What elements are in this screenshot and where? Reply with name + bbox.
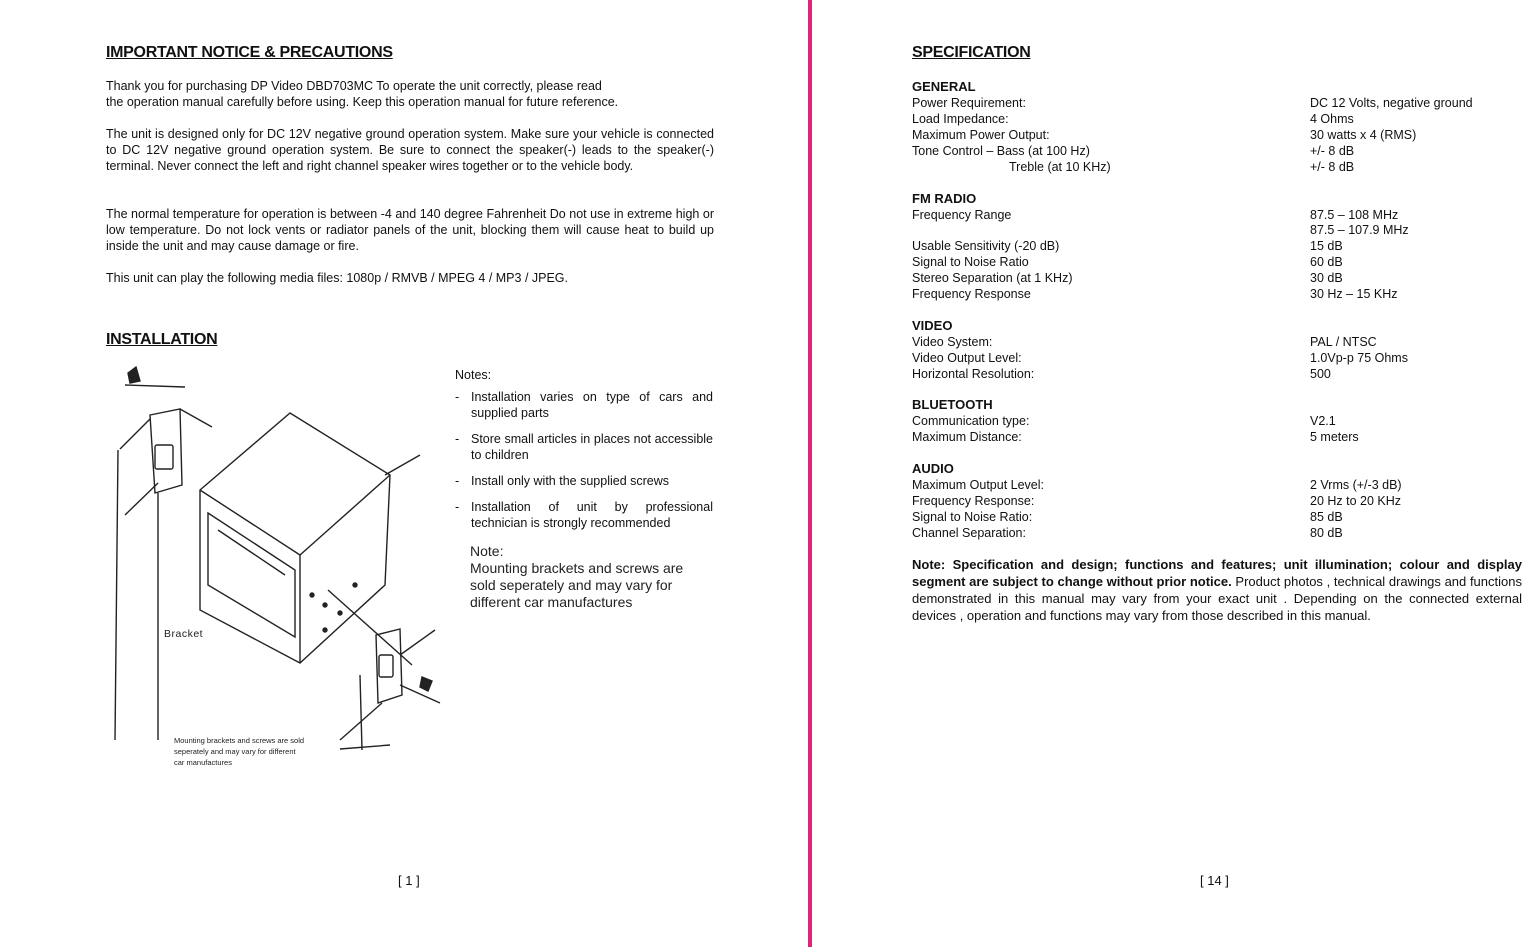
screw-hole-2 — [323, 603, 327, 607]
disc-slot-line — [218, 530, 285, 575]
ground-system-paragraph: The unit is designed only for DC 12V negative ground operation system. Make sure your vehicle is connected to DC 12V negative ground operation system. Be sure to connect the speaker(-) leads to the speaker(-) terminal. Never connect the left and right channel speaker wires together or to the vehicle body. — [106, 127, 714, 173]
mounting-note — [470, 543, 710, 611]
screw-hole-4 — [353, 583, 357, 587]
top-screw-line — [125, 385, 185, 387]
head-unit-edge-2 — [300, 475, 390, 555]
left-bracket-slot — [155, 445, 173, 469]
bracket-label: Bracket — [164, 628, 204, 640]
intro-paragraph-line2: the operation manual carefully before using. Keep this operation manual for future reference. — [106, 95, 619, 109]
screw-hole-3 — [338, 611, 342, 615]
notice-heading: IMPORTANT NOTICE & PRECAUTIONS — [106, 44, 393, 61]
right-bracket-shape — [376, 629, 402, 703]
temperature-paragraph: The normal temperature for operation is between -4 and 140 degree Fahrenheit Do not use in extreme high or low temperature. Do not lock vents or radiator panels of the unit, blocking them will cause heat to build up inside the unit and may cause damage or fire. — [106, 207, 714, 253]
general-section-title: GENERAL — [912, 79, 976, 94]
page-number-left: [ 1 ] — [398, 873, 420, 888]
note-item: - Install only with the supplied screws — [455, 474, 670, 488]
note-item: - Installation of unit by professional technician is strongly recommended — [455, 500, 713, 530]
diagram-caption-line1: Mounting brackets and screws are sold — [174, 736, 305, 745]
right-leader-line — [360, 675, 362, 750]
bracket-arm-line — [180, 409, 212, 427]
head-unit-edge-1 — [200, 490, 300, 555]
page-number-right: [ 14 ] — [1200, 873, 1229, 888]
installation-diagram — [100, 365, 450, 775]
fm-section-title: FM RADIO — [912, 191, 977, 206]
intro-paragraph-line1: Thank you for purchasing DP Video DBD703MC To operate the unit correctly, please read — [106, 79, 602, 93]
left-screw-line-1 — [120, 419, 150, 449]
spec-note-rest: Product photos , technical drawings and functions demonstrated in this manual may vary from your exact unit . Depending on the connected external devices , operation and functions may vary from those described in this manual. — [912, 574, 1522, 623]
left-leader-line — [115, 450, 118, 740]
right-page: SPECIFICATION GENERAL Power Requirement: DC 12 Volts, negative ground Load Impedance: 4 Ohms Maximum Power Output: 30 watts x 4 (RMS) Tone Control – Bass (at 100 Hz) +/- 8 dB Treble (at 10 KHz) +/- 8 dB FM RADIO Frequency Range 87.5 – 108 MHz 87.5 – 107.9 MHz Usable Sensitivity (-20 dB) 15 dB Signal to Noise Ratio 60 dB Stereo Separation (at 1 KHz) 30 dB Frequency Response 30 Hz – 15 KHz VIDEO Video System: PAL / NTSC Video Output Level: 1.0Vp-p 75 Ohms Horizontal Resolution: 500 BLUETOOTH Communication type: V2.1 Maximum Distance: 5 meters AUDIO Maximum Output Level: 2 Vrms (+/-3 dB) Frequency Response: 20 Hz to 20 KHz Signal to Noise Ratio: 85 dB Channel Separation: 80 dB Note: Specification and design; functions and features; unit illumination; colour and display segment are subject to change without prior notice. Product photos , technical drawings and functions demonstrated in this manual may vary from your exact unit . Depending on the connected external devices , operation and functions may vary from those described in this manual. [ 14 ] — [912, 44, 1522, 888]
mounting-note-text: Mounting brackets and screws are sold seperately and may vary for different car manufactures — [470, 560, 684, 610]
spec-heading: SPECIFICATION — [912, 44, 1031, 61]
top-screw-icon — [128, 367, 140, 383]
back-guide-line — [385, 455, 420, 475]
mounting-note-title: Note: — [470, 543, 504, 559]
audio-section-title: AUDIO — [912, 461, 954, 476]
right-bracket-base — [340, 745, 390, 749]
right-bracket-slot — [379, 655, 393, 677]
page-divider — [808, 0, 812, 947]
left-screw-line-2 — [125, 483, 158, 515]
screw-hole-1 — [310, 593, 314, 597]
spec-note-bold: Note: Specification and design; functions and features; unit illumination; colour and display segment are subject to change without prior notice. — [912, 557, 1522, 589]
note-item: - Store small articles in places not accessible to children — [455, 432, 713, 462]
diagram-caption-line2: seperately and may vary for different — [174, 747, 296, 756]
bluetooth-section-title: BLUETOOTH — [912, 397, 993, 412]
diagram-caption-line3: car manufactures — [174, 758, 232, 767]
video-section-title: VIDEO — [912, 318, 953, 333]
side-guide-line — [328, 590, 412, 665]
screw-hole-5 — [323, 628, 327, 632]
right-screw-icon — [420, 677, 432, 691]
spec-disclaimer-note — [912, 556, 1522, 624]
notes-title: Notes: — [455, 368, 492, 382]
installation-notes — [455, 368, 713, 541]
installation-heading: INSTALLATION — [106, 331, 218, 348]
right-screw-line-2 — [400, 630, 435, 655]
note-item: - Installation varies on type of cars and supplied parts — [455, 390, 713, 420]
media-files-paragraph: This unit can play the following media files: 1080p / RMVB / MPEG 4 / MP3 / JPEG. — [106, 271, 569, 285]
